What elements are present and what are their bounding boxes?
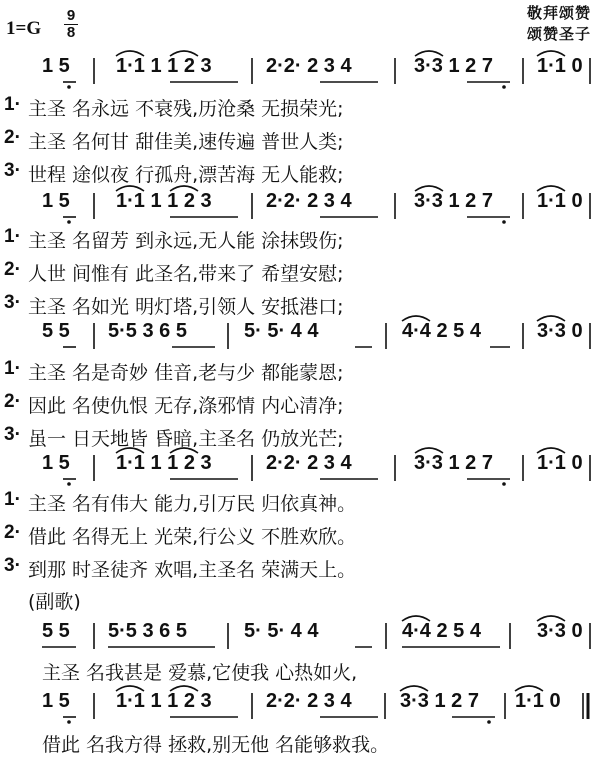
measure: 1·1 0 bbox=[515, 690, 561, 712]
chorus-lyric-line-1 bbox=[0, 658, 603, 688]
measure: 5·5 3 6 5 bbox=[108, 320, 187, 342]
verse-number: 2· bbox=[4, 391, 21, 412]
measure: 1·1 1 1 2 3 bbox=[116, 55, 212, 77]
meter-top: 9 bbox=[66, 7, 76, 24]
lyric-line bbox=[0, 292, 603, 322]
notation-line-4 bbox=[0, 452, 603, 482]
lyric-text: 主圣 名永远 不衰残,历沧桑 无损荣光; bbox=[28, 98, 344, 120]
lyric-text: 主圣 名如光 明灯塔,引领人 安抵港口; bbox=[28, 296, 344, 318]
lyric-text: 因此 名使仇恨 无存,涤邪情 内心清净; bbox=[28, 395, 344, 417]
measure: 1·1 1 1 2 3 bbox=[116, 190, 212, 212]
verse-number: 3· bbox=[4, 292, 21, 313]
lyric-text: 主圣 名何甘 甜佳美,速传遍 普世人类; bbox=[28, 131, 344, 153]
lyric-line bbox=[0, 391, 603, 421]
chorus-notation-line-1 bbox=[0, 620, 603, 650]
meter-bottom: 8 bbox=[66, 24, 76, 41]
measure-pickup: 1 5 bbox=[42, 452, 70, 474]
notation-line-2 bbox=[0, 190, 603, 220]
measure: 5· 5· 4 4 bbox=[244, 620, 319, 642]
verse-number: 1· bbox=[4, 358, 21, 379]
measure: 1·1 1 1 2 3 bbox=[116, 690, 212, 712]
lyric-text: 借此 名得无上 光荣,行公义 不胜欢欣。 bbox=[28, 526, 357, 548]
lyric-text: 借此 名我方得 拯救,别无他 名能够救我。 bbox=[42, 734, 390, 756]
verse-number: 2· bbox=[4, 127, 21, 148]
notation-line-3 bbox=[0, 320, 603, 350]
lyric-line bbox=[0, 259, 603, 289]
lyric-line bbox=[0, 522, 603, 552]
lyric-text: 主圣 名我甚是 爱慕,它使我 心热如火, bbox=[42, 662, 358, 684]
lyric-text: 到那 时圣徒齐 欢唱,主圣名 荣满天上。 bbox=[28, 559, 357, 581]
credit-line-2: 颂赞圣子 bbox=[526, 27, 591, 43]
measure: 3·3 1 2 7 bbox=[414, 55, 493, 77]
measure-pickup: 1 5 bbox=[42, 55, 70, 77]
credit-line-1: 敬拜颂赞 bbox=[526, 6, 591, 22]
lyric-line bbox=[0, 226, 603, 256]
lyric-text: 人世 间惟有 此圣名,带来了 希望安慰; bbox=[28, 263, 344, 285]
verse-number: 3· bbox=[4, 160, 21, 181]
measure: 1·1 1 1 2 3 bbox=[116, 452, 212, 474]
measure: 4·4 2 5 4 bbox=[402, 320, 481, 342]
lyric-text: 主圣 名留芳 到永远,无人能 涂抹毁伤; bbox=[28, 230, 344, 252]
measure: 5·5 3 6 5 bbox=[108, 620, 187, 642]
lyric-text: 主圣 名是奇妙 佳音,老与少 都能蒙恩; bbox=[28, 362, 344, 384]
measure: 5· 5· 4 4 bbox=[244, 320, 319, 342]
measure: 4·4 2 5 4 bbox=[402, 620, 481, 642]
measure: 3·3 0 bbox=[537, 320, 583, 342]
lyric-text: 世程 途似夜 行孤舟,漂苦海 无人能救; bbox=[28, 164, 344, 186]
measure: 1·1 0 bbox=[537, 452, 583, 474]
measure-pickup: 5 5 bbox=[42, 620, 70, 642]
measure: 3·3 1 2 7 bbox=[400, 690, 479, 712]
measure: 3·3 1 2 7 bbox=[414, 190, 493, 212]
lyric-line bbox=[0, 489, 603, 519]
measure: 2·2· 2 3 4 bbox=[266, 452, 352, 474]
verse-number: 2· bbox=[4, 259, 21, 280]
credits bbox=[527, 4, 591, 46]
verse-number: 1· bbox=[4, 94, 21, 115]
measure-pickup: 1 5 bbox=[42, 690, 70, 712]
measure: 2·2· 2 3 4 bbox=[266, 690, 352, 712]
measure-pickup: 5 5 bbox=[42, 320, 70, 342]
verse-number: 3· bbox=[4, 424, 21, 445]
verse-number: 1· bbox=[4, 226, 21, 247]
lyric-line bbox=[0, 94, 603, 124]
measure: 1·1 0 bbox=[537, 55, 583, 77]
measure: 2·2· 2 3 4 bbox=[266, 190, 352, 212]
lyric-text: 虽一 日天地皆 昏暗,主圣名 仍放光芒; bbox=[28, 428, 344, 450]
measure-pickup: 1 5 bbox=[42, 190, 70, 212]
verse-number: 1· bbox=[4, 489, 21, 510]
lyric-line bbox=[0, 424, 603, 454]
chorus-label: (副歌) bbox=[28, 591, 81, 613]
lyric-line bbox=[0, 555, 603, 585]
verse-number: 3· bbox=[4, 555, 21, 576]
notation-line-1 bbox=[0, 55, 603, 85]
time-signature bbox=[64, 8, 78, 41]
lyric-line bbox=[0, 160, 603, 190]
chorus-notation-line-2 bbox=[0, 690, 603, 720]
lyric-line bbox=[0, 127, 603, 157]
measure: 3·3 0 bbox=[537, 620, 583, 642]
measure: 2·2· 2 3 4 bbox=[266, 55, 352, 77]
header-key: 1=G bbox=[6, 18, 42, 39]
lyric-text: 主圣 名有伟大 能力,引万民 归依真神。 bbox=[28, 493, 357, 515]
measure: 1·1 0 bbox=[537, 190, 583, 212]
lyric-line bbox=[0, 358, 603, 388]
verse-number: 2· bbox=[4, 522, 21, 543]
measure: 3·3 1 2 7 bbox=[414, 452, 493, 474]
chorus-lyric-line-2 bbox=[0, 730, 603, 760]
